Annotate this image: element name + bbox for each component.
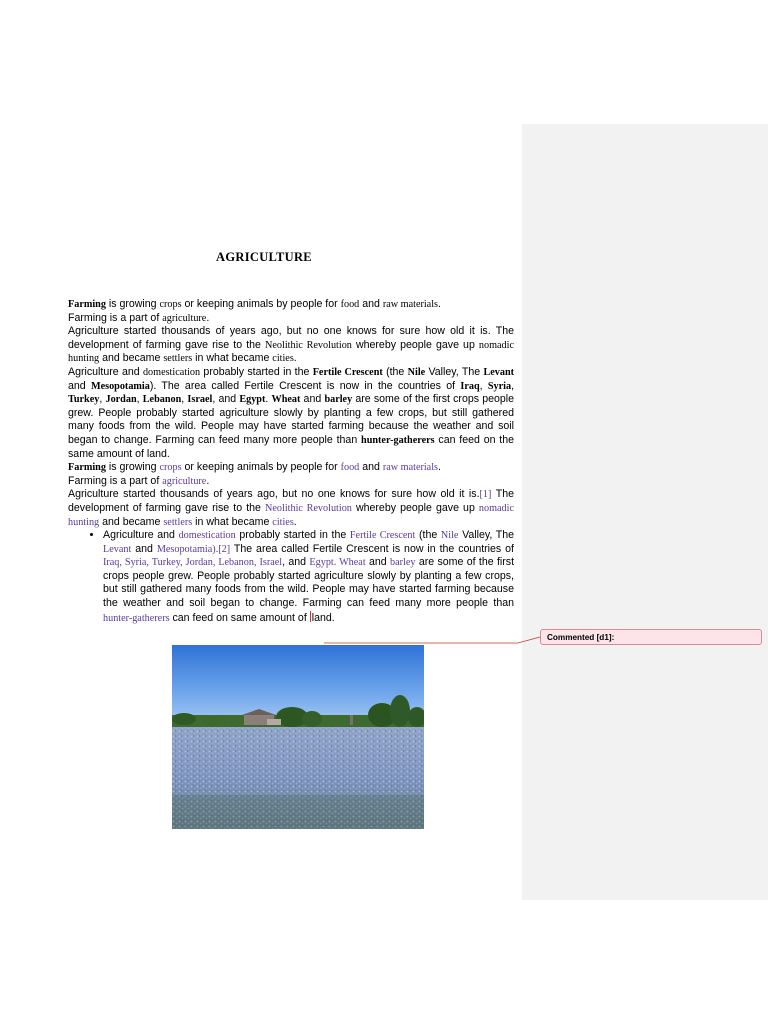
paragraph-3: Agriculture and domestication probably started in the Fertile Crescent (the Nile Valley, The Levant and Mesopotamia). The area called Fertile Crescent is now in the countries of Iraq, Syria, Turkey, Jordan, Lebanon, Israel, and Egypt. Wheat and barley are some of the first crops people grew. People probably started agriculture slowly by planting a few crops, but still gathered many foods from the wild. People may have started farming because the weather and soil began to change. Farming can feed many more people than hunter-gatherers can feed on the same amount of land. [68, 365, 515, 460]
paragraph-4: Farming is growing crops or keeping animals by people for food and raw materials. Farming is a part of agriculture. [68, 461, 441, 487]
link-neolithic-revolution[interactable]: Neolithic Revolution [265, 502, 352, 514]
field-image [172, 645, 424, 829]
link-nile[interactable]: Nile [440, 530, 459, 542]
link-hunter-gatherers[interactable]: hunter-gatherers [103, 612, 170, 624]
link-egypt[interactable]: Egypt [309, 557, 334, 569]
link-settlers[interactable]: settlers [163, 516, 193, 528]
footnote-ref-1[interactable]: [1] [479, 489, 492, 501]
comment-balloon[interactable] [540, 629, 762, 645]
link-cities[interactable]: cities [272, 516, 294, 528]
flax-field-photo [172, 645, 424, 829]
link-raw-materials[interactable]: raw materials [382, 462, 438, 474]
link-iraq[interactable]: Iraq [103, 557, 120, 569]
document-title: AGRICULTURE [216, 250, 312, 264]
link-levant[interactable]: Levant [103, 543, 132, 555]
paragraph-5: Agriculture started thousands of years ago, but no one knows for sure how old it is.[1] The development of farming gave rise to the Neolithic Revolution whereby people gave up nomadic hunting and became settlers in what became cities. [68, 488, 515, 528]
link-food[interactable]: food [340, 462, 360, 474]
link-lebanon[interactable]: Lebanon [218, 557, 254, 569]
paragraph-1: Farming is growing crops or keeping animals by people for food and raw materials. Farming is a part of agriculture. [68, 298, 441, 324]
link-agriculture[interactable]: agriculture [162, 475, 207, 487]
link-barley[interactable]: barley [390, 557, 416, 569]
link-wheat[interactable]: Wheat [339, 557, 366, 569]
link-jordan[interactable]: Jordan [185, 557, 213, 569]
comment-label: Commented [d1]: [547, 633, 615, 642]
link-farming: Farming [68, 299, 106, 310]
link-domestication[interactable]: domestication [178, 530, 236, 542]
footnote-ref-2[interactable]: [2] [218, 543, 231, 555]
link-crops[interactable]: crops [159, 462, 182, 474]
link-syria[interactable]: Syria [124, 557, 147, 569]
link-mesopotamia[interactable]: Mesopotamia [156, 543, 213, 555]
list-item: • Agriculture and domestication probably started in the Fertile Crescent (the Nile Valley, The Levant and Mesopotamia).[2] The area called Fertile Crescent is now in the countries of Iraq, Syria, Turkey, Jordan, Lebanon, Israel, and Egypt. Wheat and barley are some of the first crops people grew. People probably started agriculture slowly by planting a few crops, but still gathered many foods from the wild. People may have started farming because the weather and soil began to change. Farming can feed many more people than hunter-gatherers can feed on same amount of land. [103, 529, 514, 625]
link-nomadic-hunting[interactable]: nomadic hunting [68, 502, 515, 528]
link-israel[interactable]: Israel [259, 557, 283, 569]
commented-text[interactable]: land [311, 611, 332, 624]
link-turkey[interactable]: Turkey [151, 557, 181, 569]
link-fertile-crescent[interactable]: Fertile Crescent [349, 530, 416, 542]
paragraph-2: Agriculture started thousands of years ago, but no one knows for sure how old it is. The development of farming gave rise to the Neolithic Revolution whereby people gave up nomadic hunting and became settlers in what became cities. [68, 325, 515, 365]
